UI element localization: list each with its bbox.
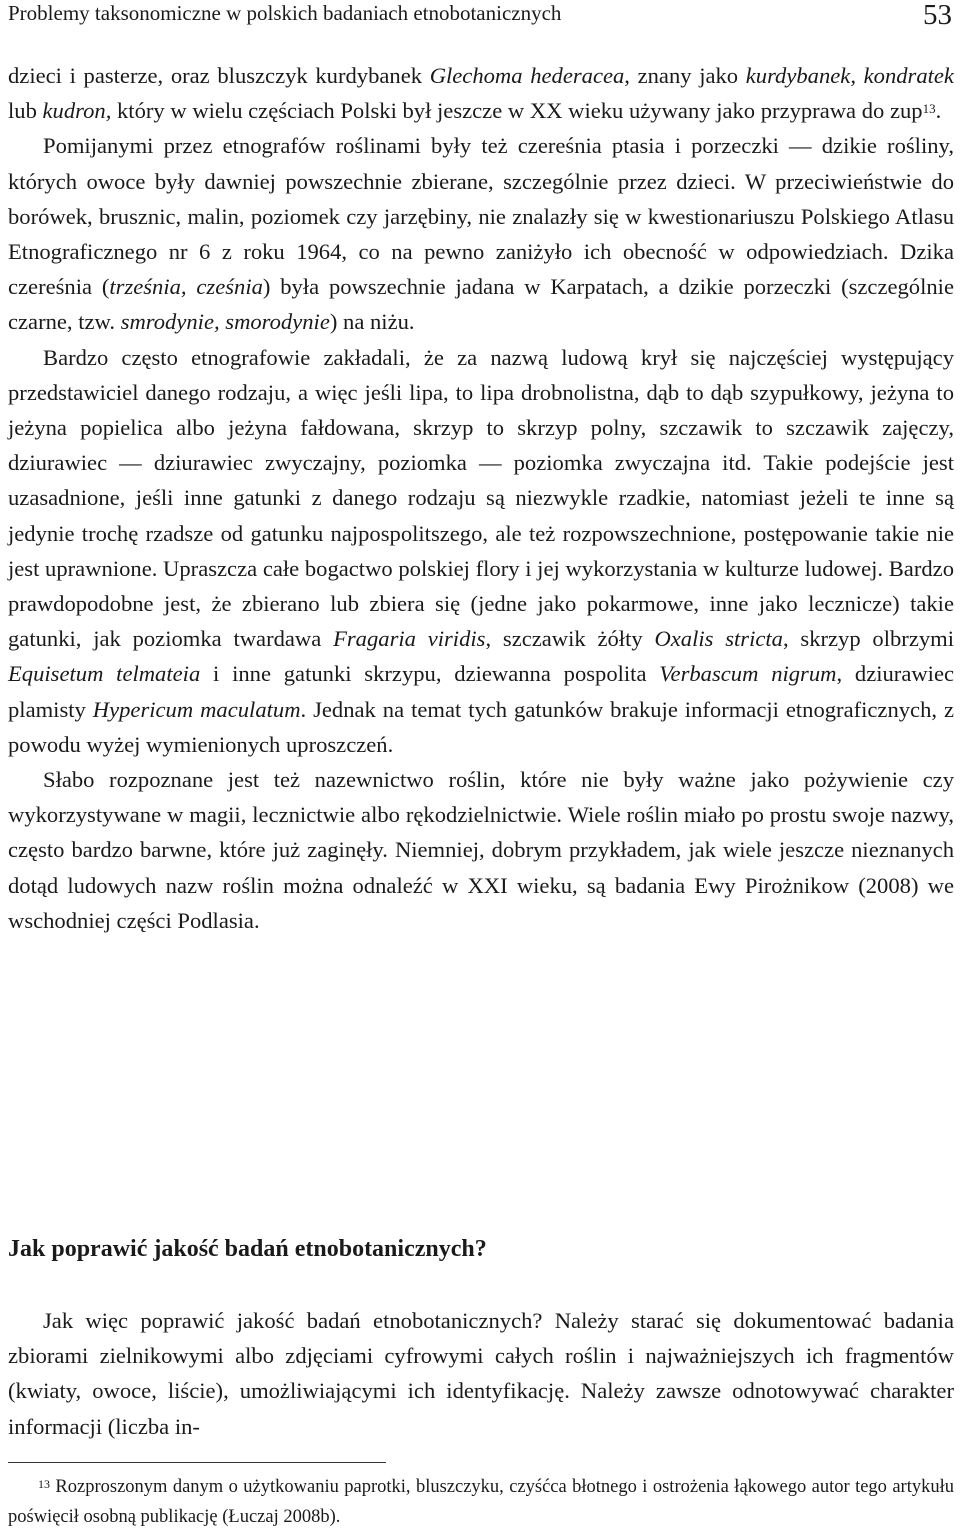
paragraph-4: Słabo rozpoznane jest też nazewnictwo roślin, które nie były ważne jako pożywienie czy wykorzystywane w magii, lecznictwie albo rękodzielnictwie. Wiele roślin miało po prostu swoje nazwy, często bardzo barwne, które już zaginęły. Niemniej, dobrym przykładem, jak wiele jeszcze nieznanych dotąd ludowych nazw roślin można odnaleźć w XXI wieku, są badania Ewy Pirożnikow (2008) we wschodniej części Podlasia. — [8, 767, 954, 933]
paragraph-1 — [8, 58, 954, 128]
footnote-text: Rozproszonym danym o użytkowaniu paprotki, bluszczyku, czyśćca błotnego i ostrożenia łąkowego autor tego artykułu poświęcił osobną publikację (Łuczaj 2008b). — [8, 1477, 954, 1527]
latin-name: Verbascum nigrum — [659, 661, 837, 687]
folk-name: trześnia, cześnia — [109, 274, 263, 300]
text-run: Pomijanymi przez etnografów roślinami były też czereśnia ptasia i porzeczki — dzikie rośliny, których owoce były dawniej powszechnie zbierane, szczególnie przez dzieci. W przeciwieństwie do borówek, brusznic, malin, poziomek czy jarzębiny, nie znalazły się w kwestionariuszu Polskiego Atlasu Etnograficznego nr 6 z roku 1964, co na pewno zaniżyło ich obecność w odpowiedziach. Dzika czereśnia ( — [8, 133, 954, 300]
text-run: , skrzyp olbrzymi — [782, 626, 954, 652]
paragraph-3 — [8, 340, 954, 762]
text-run: , znany jako — [624, 63, 746, 88]
footnote-divider — [8, 1462, 386, 1463]
latin-name: Fragaria viridis — [333, 626, 486, 652]
section-heading: Jak poprawić jakość badań etnobotanicznych? — [8, 1236, 487, 1262]
folk-name: kudron, — [42, 98, 112, 124]
running-title: Problemy taksonomiczne w polskich badaniach etnobotanicznych — [8, 1, 562, 25]
folk-name: kurdybanek, kondratek — [745, 63, 954, 88]
text-run: i inne gatunki skrzypu, dziewanna pospolita — [200, 661, 660, 687]
paragraph-2 — [8, 128, 954, 339]
text-run: ) była powszechnie jadana w Karpatach, a dzikie porzeczki (szczególnie czarne, tzw. — [8, 274, 954, 335]
latin-name: Hypericum maculatum — [92, 696, 301, 722]
text-run: lub — [8, 98, 43, 124]
text-run: , dziurawiec plamisty — [8, 661, 954, 722]
latin-name: Oxalis stricta — [654, 626, 783, 652]
text-run: . Jednak na temat tych gatunków brakuje informacji etnograficznych, z powodu wyżej wymienionych uproszczeń. — [8, 696, 954, 757]
section-paragraph-1: Jak więc poprawić jakość badań etnobotanicznych? Należy starać się dokumentować badania zbiorami zielnikowymi albo zdjęciami cyfrowymi całych roślin i najważniejszych ich fragmentów (kwiaty, owoce, liście), umożliwiającymi ich identyfikację. Należy zawsze odnotowywać charakter informacji (liczba in- — [8, 1308, 954, 1439]
page-number: 53 — [923, 0, 952, 31]
running-header — [8, 0, 952, 34]
section-text — [8, 1303, 954, 1444]
text-run: . — [935, 98, 942, 124]
main-text — [8, 58, 954, 938]
text-run: dzieci i pasterze, oraz bluszczyk kurdybanek — [8, 63, 430, 88]
latin-name: Glechoma hederacea — [429, 63, 625, 88]
text-run: który w wielu częściach Polski był jeszcze w XX wieku używany jako przyprawa do zup — [111, 98, 923, 124]
footnote-number: 13 — [38, 1477, 50, 1491]
latin-name: Equisetum telmateia — [8, 661, 201, 687]
text-run: , szczawik żółty — [485, 626, 655, 652]
text-run: Bardzo często etnografowie zakładali, że za nazwą ludową krył się najczęściej występujący przedstawiciel danego rodzaju, a więc jeśli lipa, to lipa drobnolistna, dąb to dąb szypułkowy, jeżyna to jeżyna popielica albo jeżyna fałdowana, skrzyp to skrzyp polny, szczawik to szczawik zajęczy, dziurawiec — dziurawiec zwyczajny, poziomka — poziomka zwyczajna itd. Takie podejście jest uzasadnione, jeśli inne gatunki z danego rodzaju są niezwykle rzadkie, natomiast jeżeli te inne są jedynie trochę rzadsze od gatunku najpospolitszego, ale też rozpowszechnione, postępowanie takie nie jest uprawnione. Upraszcza całe bogactwo polskiej flory i jej wykorzystania w kulturze ludowej. Bardzo prawdopodobne jest, że zbierano lub zbiera się (jedne jako pokarmowe, inne jako lecznicze) takie gatunki, jak poziomka twardawa — [8, 344, 954, 652]
folk-name: smrodynie, smorodynie — [120, 309, 330, 335]
footnote — [8, 1472, 954, 1532]
footnote-ref[interactable]: 13 — [922, 101, 936, 117]
text-run: ) na niżu. — [329, 309, 415, 335]
